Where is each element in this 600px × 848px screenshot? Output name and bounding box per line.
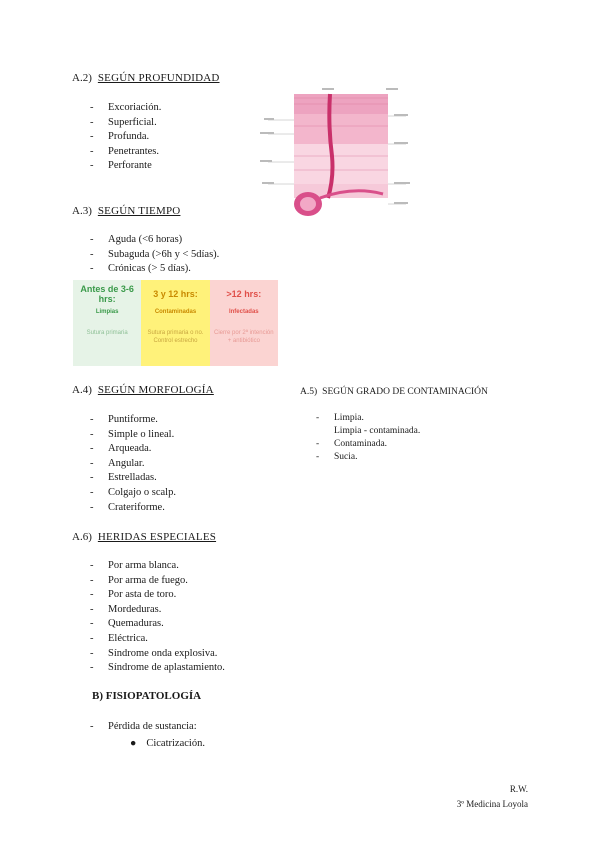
bullet-item: ● Cicatrización. [130, 738, 205, 749]
list-item: - Quemaduras. [90, 618, 164, 630]
skin-depth-figure [258, 86, 413, 220]
list-profundidad [90, 101, 161, 174]
list-item: - Subaguda (>6h y < 5días). [90, 248, 220, 260]
list-especiales [90, 559, 225, 676]
list-item: - Pérdida de sustancia: [90, 721, 197, 732]
timing-table [73, 280, 278, 366]
heading-title: SEGÚN GRADO DE CONTAMINACIÓN [322, 387, 488, 397]
timing-col-clean [73, 280, 141, 366]
footer-initials: R.W. [509, 784, 528, 794]
list-tiempo [90, 233, 219, 277]
list-item: - Simple o lineal. [90, 428, 175, 440]
heading-a5 [300, 387, 488, 397]
timing-header: >12 hrs: [226, 289, 262, 299]
list-item: - Crateriforme. [90, 501, 165, 513]
timing-treatment: Sutura primaria o no. Control estrecho [147, 330, 204, 344]
list-item: - Crónicas (> 5 días). [90, 263, 191, 275]
list-item: - Superficial. [90, 116, 157, 128]
footer-course: 3º Medicina Loyola [456, 799, 528, 809]
list-item: - Sucia. [316, 452, 358, 462]
timing-col-contaminated [141, 280, 209, 366]
timing-col-infected [210, 280, 278, 366]
list-item: - Por asta de toro. [90, 589, 177, 601]
list-item: - Limpia. [316, 413, 364, 423]
timing-header: Antes de 3-6 hrs: [80, 284, 134, 304]
list-item: - Profunda. [90, 131, 150, 143]
list-item: - Por arma blanca. [90, 560, 179, 571]
heading-title: SEGÚN TIEMPO [97, 205, 181, 217]
timing-treatment: Sutura primaria [86, 330, 128, 336]
list-item: - Excoriación. [90, 102, 162, 113]
list-item: - Colgajo o scalp. [90, 486, 176, 498]
heading-b: B) FISIOPATOLOGÍA [92, 690, 202, 702]
heading-a4 [72, 384, 214, 396]
list-item: - Aguda (<6 horas) [90, 234, 183, 245]
list-item: - Contaminada. [316, 439, 388, 449]
timing-status: Limpias [95, 309, 119, 315]
list-fisiopatologia [90, 720, 197, 735]
timing-header: 3 y 12 hrs: [153, 289, 198, 299]
heading-num: A.2) [72, 72, 92, 84]
heading-title: SEGÚN PROFUNDIDAD [97, 72, 220, 84]
timing-treatment: Cierre por 2ª intención + antibiótico [214, 330, 274, 344]
dermis-layer [294, 114, 388, 144]
list-contaminacion [316, 412, 420, 464]
list-item: - Penetrantes. [90, 145, 160, 157]
list-morfologia [90, 413, 176, 515]
heading-a3 [72, 205, 180, 217]
heading-title: HERIDAS ESPECIALES [97, 531, 217, 543]
list-item: - Síndrome onda explosiva. [90, 647, 218, 659]
heading-a2 [72, 72, 220, 84]
list-item: - Angular. [90, 457, 145, 469]
timing-status: Contaminadas [154, 309, 197, 315]
list-item: Limpia - contaminada. [334, 426, 421, 436]
list-item: - Arqueada. [90, 443, 152, 455]
list-item: - Perforante [90, 160, 152, 172]
heading-num: A.3) [72, 205, 92, 217]
list-item: - Por arma de fuego. [90, 574, 188, 586]
bullet-icon: ● [130, 738, 137, 749]
heading-num: A.5) [300, 387, 318, 397]
heading-num: A.6) [72, 531, 92, 543]
list-item: - Mordeduras. [90, 603, 162, 615]
timing-status: Infectadas [228, 309, 259, 315]
heading-num: A.4) [72, 384, 92, 396]
list-item: - Estrelladas. [90, 472, 157, 484]
heading-title: SEGÚN MORFOLOGÍA [97, 384, 214, 396]
list-item: - Síndrome de aplastamiento. [90, 662, 225, 674]
list-item: - Puntiforme. [90, 414, 158, 425]
subcutis-layer [294, 144, 388, 184]
heading-a6 [72, 531, 216, 543]
list-item: - Eléctrica. [90, 632, 148, 644]
